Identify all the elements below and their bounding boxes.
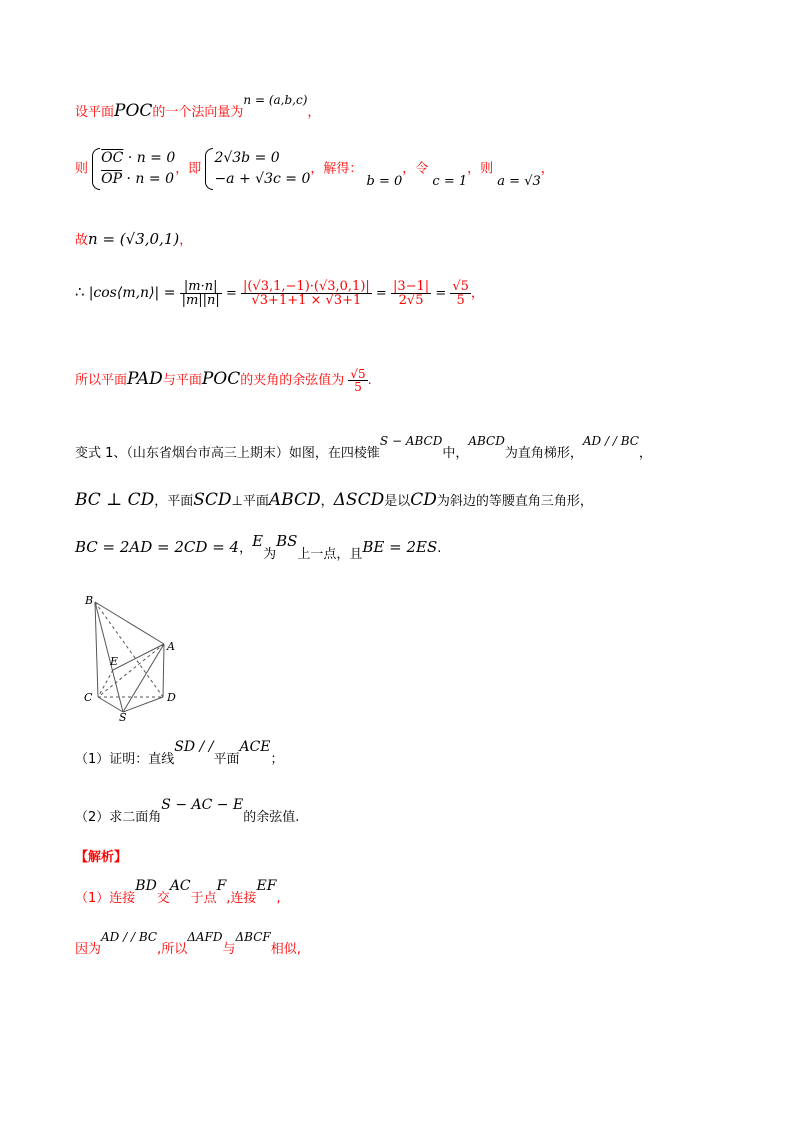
math-c: c = 1 <box>432 173 468 189</box>
label-S: S <box>119 711 127 723</box>
pyramid-figure <box>80 588 190 723</box>
label-C: C <box>84 691 93 704</box>
text: 则 <box>75 161 89 177</box>
line-conditions: BC ⊥ CD，平面SCD⊥平面ABCD，ΔSCD是以CD为斜边的等腰直角三角形， <box>75 490 593 510</box>
solution-line-1: （1）连接BD交AC于点F,连接EF, <box>75 878 281 906</box>
text: ，令 <box>402 161 429 177</box>
fraction-4: $\frac{√5}{5}$ <box>452 279 469 308</box>
text: 设平面 <box>75 105 115 120</box>
math-poc: POC <box>114 101 153 121</box>
analysis-heading: 【解析】 <box>75 850 128 865</box>
edge-AD <box>163 644 164 697</box>
math-pad: PAD <box>127 369 163 389</box>
math-poc: POC <box>201 369 241 389</box>
text: 的夹角的余弦值为 <box>240 373 345 388</box>
text: 与平面 <box>162 373 202 388</box>
label-A: A <box>167 640 175 653</box>
line-system <box>75 148 554 190</box>
text: 所以平面 <box>75 373 128 388</box>
text: ， <box>307 105 321 120</box>
math-normal-result: n = (√3,0,1) <box>88 230 180 248</box>
line-normal-vector <box>75 93 321 121</box>
fraction-1: $\frac{|m\cdot n|}{|m||n|}$ <box>181 279 220 308</box>
line-cosine: ∴ |cos⟨m,n⟩| = $\frac{|m\cdot n|}{|m||n|}$ = $\frac{|(√3,1,-1)\cdot(√3,0,1)|}{√3+1+1 \times √3+1}$ = $\frac{|3-1|}{2√5}$ = $\frac{√5}{5}$ ， <box>75 279 484 308</box>
edge-BC <box>95 602 98 697</box>
text: 的一个法向量为 <box>152 105 244 120</box>
therefore-symbol: ∴ <box>75 283 85 301</box>
math-normal-vector: n = (a,b,c) <box>243 93 308 107</box>
math-b: b = 0 <box>366 173 403 189</box>
text: ， <box>179 233 193 248</box>
line-conclusion: 所以平面PAD与平面POC的夹角的余弦值为 $\frac{√5}{5}$ . <box>75 367 372 394</box>
label-E: E <box>110 655 119 668</box>
question-1: （1）证明：直线SD / /平面ACE； <box>75 739 284 767</box>
math-a: a = √3 <box>497 173 541 189</box>
label-D: D <box>167 691 176 704</box>
equation-system-2: 2√3b = 0 −a + √3c = 0 <box>205 148 310 190</box>
fraction-answer: $\frac{√5}{5}$ <box>350 367 366 394</box>
line-lengths: BC = 2AD = 2CD = 4，E为BS上一点，且BE = 2ES. <box>75 532 442 562</box>
text: 变式 1、（山东省烟台市高三上期末）如图，在四棱锥 <box>75 446 380 461</box>
math-cos-lhs: |cos⟨m,n⟩| = <box>88 285 176 301</box>
fraction-2: $\frac{|(√3,1,-1)\cdot(√3,0,1)|}{√3+1+1 \times √3+1}$ <box>242 279 370 308</box>
text: ，解得： <box>310 161 363 177</box>
label-B: B <box>85 594 94 607</box>
fraction-3: $\frac{|3-1|}{2√5}$ <box>392 279 430 308</box>
text: ， <box>540 161 554 177</box>
text: ，则 <box>467 161 494 177</box>
edge-BS <box>95 602 123 712</box>
question-2: （2）求二面角S − AC − E的余弦值. <box>75 797 300 825</box>
equation-system-1: $\overline{OC} \cdot n = 0$ $\overline{OP} \cdot n = 0$ <box>92 148 175 190</box>
edge-SD <box>123 697 163 712</box>
edge-EC <box>98 670 113 697</box>
edge-BA <box>95 602 164 644</box>
text: 故 <box>75 233 89 248</box>
line-variant-title: 变式 1、（山东省烟台市高三上期末）如图，在四棱锥S − ABCD中，ABCD为直角梯形，AD / / BC， <box>75 434 652 461</box>
line-normal-result <box>75 232 192 247</box>
solution-line-2: 因为AD / / BC,所以ΔAFD与ΔBCF相似, <box>75 930 301 957</box>
text: ，即 <box>175 161 202 177</box>
